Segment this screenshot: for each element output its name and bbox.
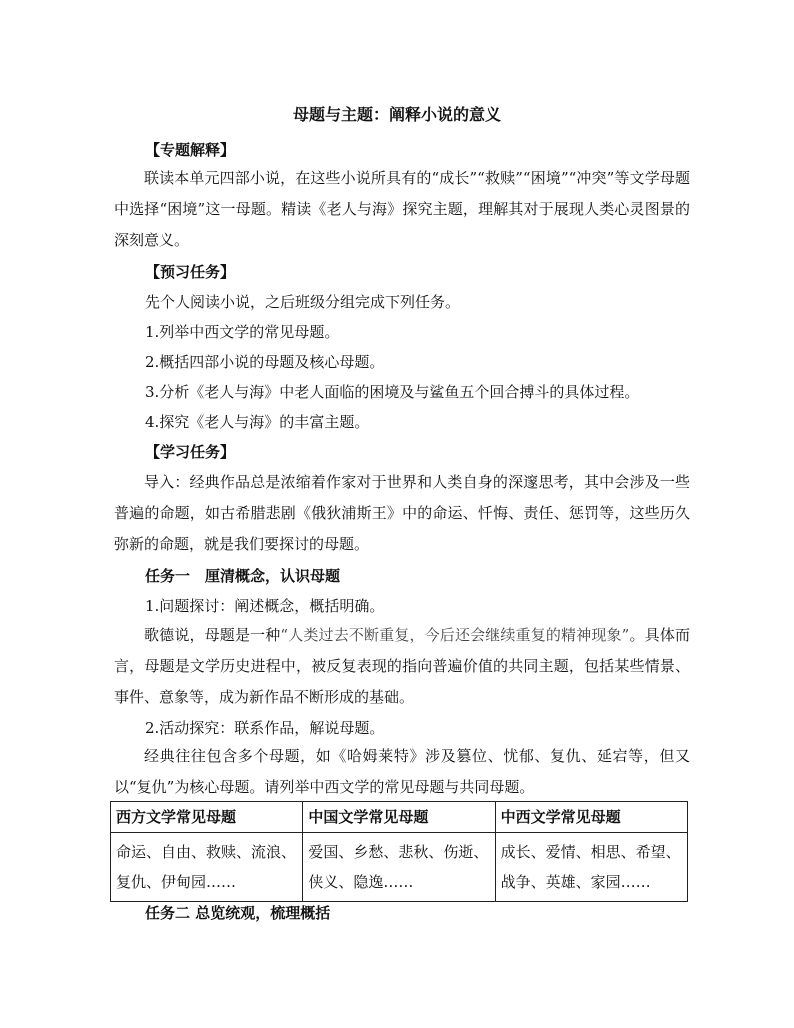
table-row xyxy=(111,833,688,902)
goethe-text-before: 歌德说，母题是一种 xyxy=(144,626,281,644)
section-heading-study: 【学习任务】 xyxy=(145,443,236,461)
study-intro-paragraph: 导入：经典作品总是浓缩着作家对于世界和人类自身的深邃思考，其中会涉及一些普遍的命题，如古希腊悲剧《俄狄浦斯王》中的命运、忏悔、责任、惩罚等，这些历久弥新的命题，就是我们要探讨的母题。 xyxy=(114,473,690,553)
table-cell-chinese: 爱国、乡愁、悲秋、伤逝、侠义、隐逸…… xyxy=(303,833,495,902)
goethe-quote: “人类过去不断重复，今后还会继续重复的精神现象” xyxy=(280,626,630,644)
goethe-text-after: 。具体而言，母题是文学历史进程中，被反复表现的指向普遍价值的共同主题，包括某些情景、事件、意象等，成为新作品不断形成的基础。 xyxy=(114,626,690,706)
preview-intro: 先个人阅读小说，之后班级分组完成下列任务。 xyxy=(145,293,461,311)
table-header-row xyxy=(111,802,688,833)
task1-step2: 2.活动探究：联系作品，解说母题。 xyxy=(145,719,385,737)
table-cell-western: 命运、自由、救赎、流浪、复仇、伊甸园…… xyxy=(111,833,303,902)
section-heading-preview: 【预习任务】 xyxy=(145,263,236,281)
table-header-chinese: 中国文学常见母题 xyxy=(303,802,495,833)
motif-table xyxy=(110,801,688,902)
preview-item-1: 1.列举中西文学的常见母题。 xyxy=(145,323,340,341)
table-cell-common: 成长、爱情、相思、希望、战争、英雄、家园…… xyxy=(495,833,687,902)
explain-paragraph: 联读本单元四部小说，在这些小说所具有的“成长”“救赎”“困境”“冲突”等文学母题中选择“困境”这一母题。精读《老人与海》探究主题，理解其对于展现人类心灵图景的深刻意义。 xyxy=(114,169,690,249)
preview-item-2: 2.概括四部小说的母题及核心母题。 xyxy=(145,353,385,371)
task2-heading: 任务二 总览统观，梳理概括 xyxy=(145,904,331,922)
task1-step1: 1.问题探讨：阐述概念，概括明确。 xyxy=(145,597,385,615)
section-heading-explain: 【专题解释】 xyxy=(145,141,236,159)
preview-item-4: 4.探究《老人与海》的丰富主题。 xyxy=(145,413,370,431)
page-title: 母题与主题：阐释小说的意义 xyxy=(292,105,501,124)
preview-item-3: 3.分析《老人与海》中老人面临的困境及与鲨鱼五个回合搏斗的具体过程。 xyxy=(145,383,640,401)
table-header-western: 西方文学常见母题 xyxy=(111,802,303,833)
goethe-paragraph xyxy=(114,620,690,713)
classic-paragraph: 经典往往包含多个母题，如《哈姆莱特》涉及篡位、忧郁、复仇、延宕等，但又以“复仇”为核心母题。请列举中西文学的常见母题与共同母题。 xyxy=(114,747,690,796)
table-header-common: 中西文学常见母题 xyxy=(495,802,687,833)
task1-heading: 任务一 厘清概念，认识母题 xyxy=(145,567,341,585)
